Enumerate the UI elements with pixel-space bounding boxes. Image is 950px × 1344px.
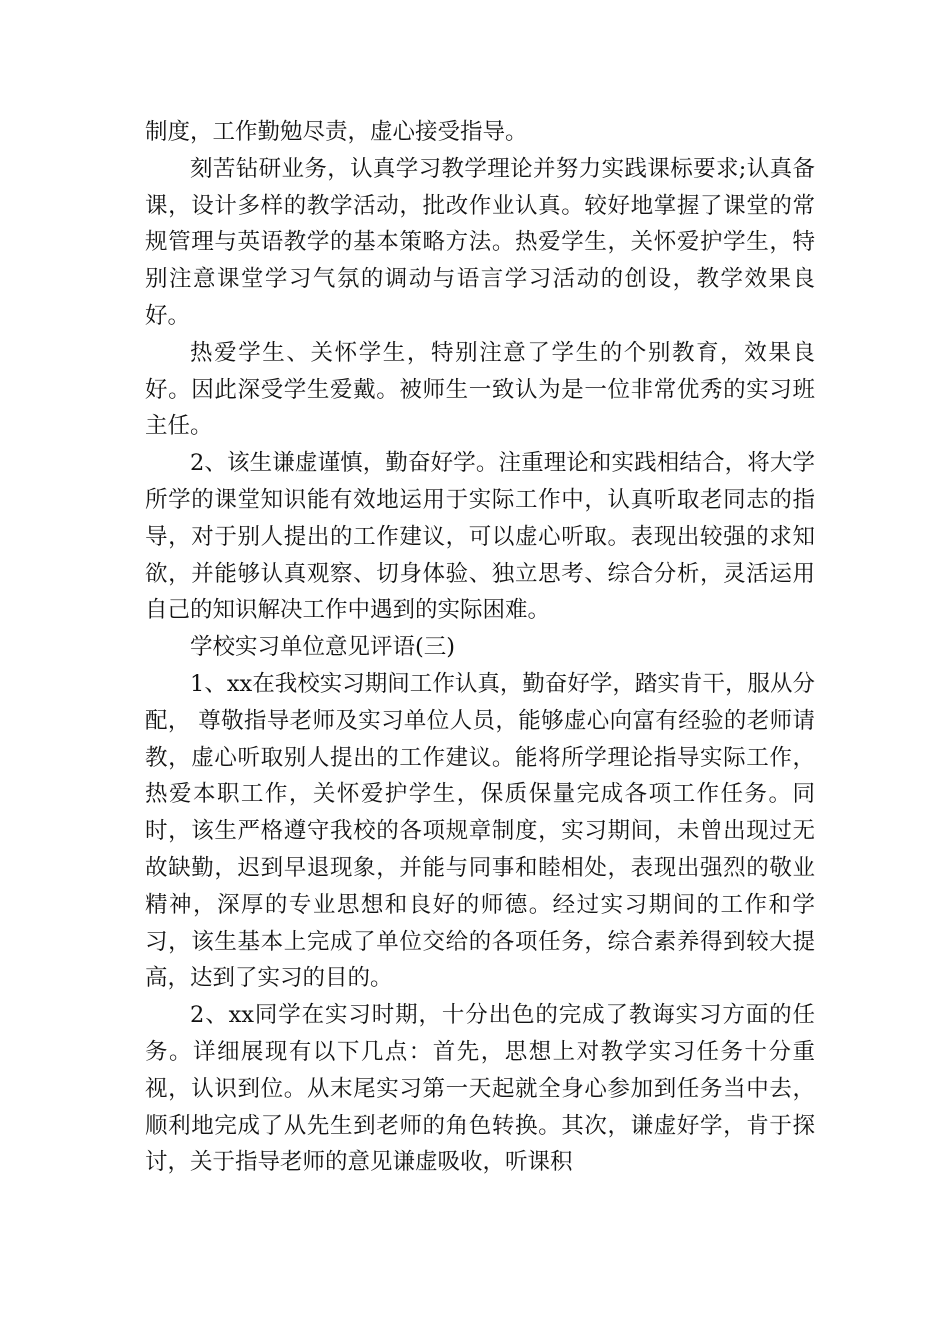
document-body xyxy=(145,114,815,1181)
paragraph-4: 2、该生谦虚谨慎，勤奋好学。注重理论和实践相结合，将大学所学的课堂知识能有效地运用于实际工作中，认真听取老同志的指导，对于别人提出的工作建议，可以虚心听取。表现出较强的求知欲，并能够认真观察、切身体验、独立思考、综合分析，灵活运用自己的知识解决工作中遇到的实际困难。 xyxy=(145,450,815,624)
paragraph-1: 制度，工作勤勉尽责，虚心接受指导。 xyxy=(145,119,528,145)
paragraph-6: 2、xx同学在实习时期，十分出色的完成了教诲实习方面的任务。详细展现有以下几点：首先，思想上对教学实习任务十分重视，认识到位。从末尾实习第一天起就全身心参加到任务当中去，顺利地完成了从先生到老师的角色转换。其次，谦虚好学，肯于探讨，关于指导老师的意见谦虚吸收，听课积 xyxy=(145,1002,815,1176)
paragraph-3: 热爱学生、关怀学生，特别注意了学生的个别教育，效果良好。因此深受学生爱戴。被师生一致认为是一位非常优秀的实习班主任。 xyxy=(145,339,815,440)
paragraph-5: 1、xx在我校实习期间工作认真，勤奋好学，踏实肯干，服从分配， 尊敬指导老师及实习单位人员，能够虚心向富有经验的老师请教，虚心听取别人提出的工作建议。能将所学理论指导实际工作，热爱本职工作，关怀爱护学生，保质保量完成各项工作任务。同时，该生严格遵守我校的各项规章制度，实习期间，未曾出现过无故缺勤，迟到早退现象，并能与同事和睦相处，表现出强烈的敬业精神，深厚的专业思想和良好的师德。经过实习期间的工作和学习，该生基本上完成了单位交给的各项任务，综合素养得到较大提高，达到了实习的目的。 xyxy=(145,670,815,992)
section-heading: 学校实习单位意见评语(三) xyxy=(190,634,456,661)
paragraph-2: 刻苦钻研业务，认真学习教学理论并努力实践课标要求;认真备课，设计多样的教学活动，批改作业认真。较好地掌握了课堂的常规管理与英语教学的基本策略方法。热爱学生，关怀爱护学生，特别注意课堂学习气氛的调动与语言学习活动的创设，教学效果良好。 xyxy=(145,155,815,329)
